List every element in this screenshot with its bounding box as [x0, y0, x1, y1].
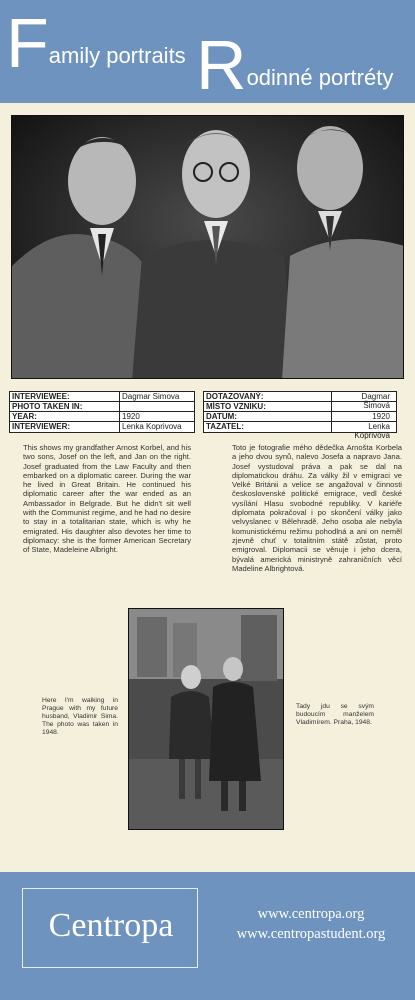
centropa-logo: [22, 888, 198, 968]
info-table-czech: [203, 391, 397, 440]
info-row: YEAR: 1920: [10, 412, 194, 422]
info-row: DOTAZOVANÝ: Dagmar Šimová: [204, 392, 396, 402]
website-link[interactable]: www.centropa.org: [257, 906, 365, 922]
title-english: Family portraits: [6, 4, 186, 82]
info-row: TAZATEL: Lenka Kopřivová: [206, 422, 390, 440]
info-row: MÍSTO VZNIKU:: [204, 402, 396, 412]
info-table-english: [9, 391, 195, 433]
title-czech: Rodinné portréty: [196, 26, 394, 104]
logo-text: Centropa: [48, 907, 174, 944]
info-row: DATUM: 1920: [204, 412, 396, 422]
info-row: INTERVIEWER: Lenka Koprivova: [12, 422, 182, 431]
caption-czech: Tady jdu se svým budoucím manželem Vladimírem. Praha, 1948.: [296, 703, 374, 726]
couple-image: [129, 609, 284, 830]
caption-english: Here I'm walking in Prague with my future husband, Vladimir Sima. The photo was taken in 1948.: [42, 697, 118, 736]
info-row: INTERVIEWEE: Dagmar Simova: [10, 392, 194, 402]
walking-couple-photo: [128, 608, 284, 830]
family-portrait-photo: [11, 115, 404, 379]
student-website-link[interactable]: www.centropastudent.org: [236, 926, 386, 942]
portrait-image: [12, 116, 404, 379]
description-english: This shows my grandfather Arnost Korbel, and his two sons, Josef on the left, and Jan on the right. Josef graduated from the Law Faculty and then embarked on a diplomatic career. During the war he lived in Great Britain. He continued his diplomatic career after the war ended as an Ambassador in Belgrade. But he didn't sit well with the Communist regime, and he had no desire to stay in a totalitarian state, which is why he emigrated. His daughter also devotes her time to diplomacy: she is the former American Secretary of State, Madeleine Albright.: [23, 443, 191, 555]
info-row: PHOTO TAKEN IN:: [10, 402, 194, 412]
description-czech: Toto je fotografie mého dědečka Arnošta Korbela a jeho dvou synů, nalevo Josefa a napravo Jana. Josef vystudoval práva a pak se dal na diplomatickou dráhu. Za války žil v emigraci ve Velké Británii a velice se angažoval v činnosti československé politické emigrace, vedl české vysílání Hlasu svobodné republiky. V kariéře diplomata pokračoval i po skončení války jako velvyslanec v Bělehradě. Jeho osoba ale nebyla komunistickému režimu pohodlná a ani on neměl zjevně chuť v totalitním státě zůstat, proto emigroval. Diplomacii se věnuje i jeho dcera, bývalá americká ministryně zahraničních věcí Madeline Albrightová.: [232, 443, 402, 573]
